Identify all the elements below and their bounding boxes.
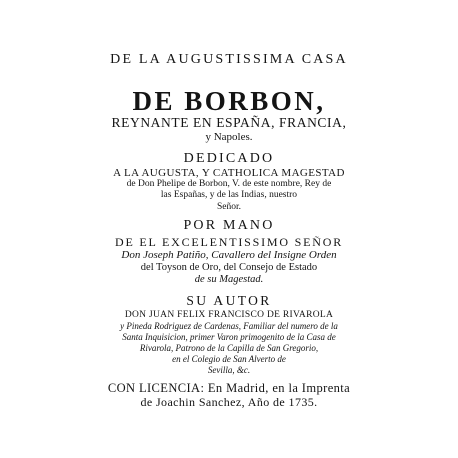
author-heading: SU AUTOR	[186, 293, 272, 308]
author-line-4: Rivarola, Patrono de la Capilla de San Gregorio,	[139, 343, 319, 353]
title-line-1: DE LA AUGUSTISSIMA CASA	[110, 52, 348, 67]
author-line-3: Santa Inquisicion, primer Varon primogenito de la Casa de	[122, 332, 336, 342]
dedication-line-3: las Españas, y de las Indias, nuestro	[160, 190, 298, 200]
title-line-4: y Napoles.	[205, 131, 253, 143]
author-line-2: y Pineda Rodriguez de Cardenas, Familiar del numero de la	[120, 321, 338, 331]
patron-line-1: DE EL EXCELENTISSIMO SEÑOR	[114, 235, 343, 249]
dedication-line-4: Señor.	[216, 202, 241, 212]
author-line-6: Sevilla, &c.	[207, 365, 251, 375]
title-line-3: REYNANTE EN ESPAÑA, FRANCIA,	[111, 115, 347, 130]
dedication-line-1: A LA AUGUSTA, Y CATHOLICA MAGESTAD	[113, 167, 345, 179]
patron-heading: POR MANO	[183, 218, 275, 233]
dedication-heading: DEDICADO	[183, 151, 275, 166]
imprint-line-2: de Joachin Sanchez, Año de 1735.	[140, 395, 318, 409]
author-line-5: en el Colegio de San Alverto de	[172, 354, 286, 364]
patron-line-3: del Toyson de Oro, del Consejo de Estado	[140, 262, 318, 273]
main-title: DE BORBON,	[132, 86, 326, 116]
patron-line-2: Don Joseph Patiño, Cavallero del Insigne Orden	[121, 249, 337, 261]
dedication-line-2: de Don Phelipe de Borbon, V. de este nombre, Rey de	[126, 179, 332, 189]
author-line-1: DON JUAN FELIX FRANCISCO DE RIVAROLA	[124, 310, 334, 320]
patron-line-4: de su Magestad.	[194, 274, 264, 285]
imprint-line-1: CON LICENCIA: En Madrid, en la Imprenta	[107, 381, 351, 395]
